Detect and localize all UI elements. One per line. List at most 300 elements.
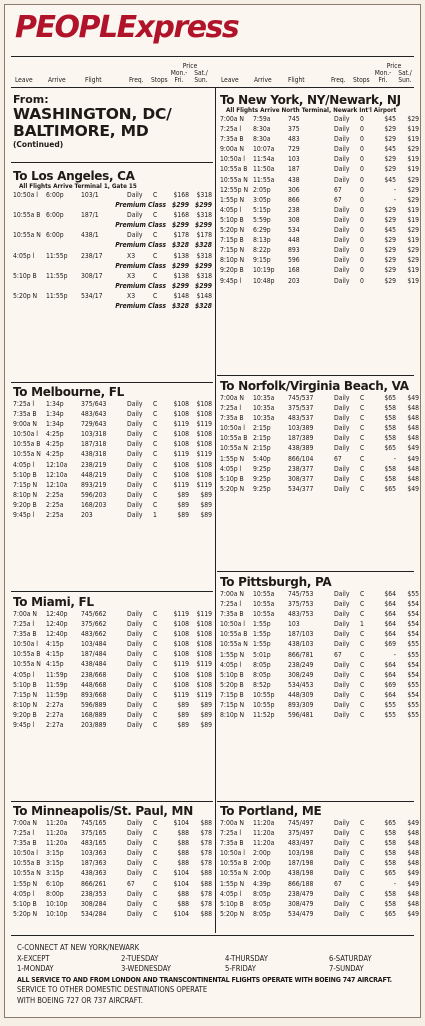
flight-number: 438/318 bbox=[81, 450, 107, 459]
frequency: Daily bbox=[127, 889, 143, 898]
price-weekday: $58 bbox=[384, 889, 396, 898]
price-weekend: $29 bbox=[407, 185, 419, 194]
price-weekday: $29 bbox=[384, 135, 396, 144]
price-weekend: $88 bbox=[200, 909, 212, 918]
flight-row bbox=[220, 691, 419, 701]
price-weekend: $108 bbox=[196, 620, 212, 629]
price-weekday: $55 bbox=[384, 701, 396, 710]
flight-number: 187/363 bbox=[81, 859, 107, 868]
leave-time: 1:55p N bbox=[220, 879, 245, 888]
price-weekday: $108 bbox=[173, 680, 189, 689]
premium-class-label: Premium Class bbox=[115, 221, 166, 230]
price-weekend: $19 bbox=[407, 215, 419, 224]
flight-number: 448/309 bbox=[288, 690, 314, 699]
leave-time: 7:15p B bbox=[220, 236, 244, 245]
flight-number: 729 bbox=[288, 145, 300, 154]
stops: C bbox=[360, 464, 365, 473]
leave-time: 5:10p B bbox=[220, 215, 244, 224]
frequency: Daily bbox=[334, 889, 350, 898]
flight-row bbox=[13, 461, 212, 471]
arrive-time: 9:25p bbox=[253, 464, 271, 473]
frequency: Daily bbox=[127, 191, 143, 199]
destination-title: To Norfolk/Virginia Beach, VA bbox=[220, 379, 409, 393]
frequency: Daily bbox=[334, 869, 350, 878]
flight-number: 238/668 bbox=[81, 670, 107, 679]
flight-number: 375 bbox=[288, 125, 300, 134]
flight-number: 745/753 bbox=[288, 590, 314, 598]
frequency: Daily bbox=[334, 394, 350, 402]
leave-time: 5:10p B bbox=[13, 899, 37, 908]
frequency: Daily bbox=[127, 660, 143, 669]
arrive-time: 11:54a bbox=[253, 155, 275, 164]
flight-row bbox=[220, 135, 419, 145]
price-weekday: $88 bbox=[177, 829, 189, 838]
flight-number: 438/363 bbox=[81, 869, 107, 878]
frequency: 67 bbox=[334, 879, 342, 888]
stops: C bbox=[360, 829, 365, 838]
frequency: 67 bbox=[334, 185, 342, 194]
arrive-time: 10:10p bbox=[46, 899, 68, 908]
col-flight: Flight bbox=[85, 76, 102, 84]
flight-number: 238/353 bbox=[81, 889, 107, 898]
flight-row bbox=[220, 444, 419, 454]
price-weekday: $69 bbox=[384, 680, 396, 689]
price-weekend: $54 bbox=[407, 670, 419, 679]
price-weekend: $48 bbox=[407, 859, 419, 868]
arrive-time: 8:22p bbox=[253, 246, 271, 255]
price-weekday: $65 bbox=[384, 484, 396, 493]
price-weekday: $104 bbox=[173, 869, 189, 878]
arrive-time: 5:01p bbox=[253, 650, 271, 659]
flight-row bbox=[220, 869, 419, 879]
price-weekday: $89 bbox=[177, 490, 189, 499]
stops: C bbox=[153, 869, 158, 878]
price-weekend: $108 bbox=[196, 430, 212, 439]
frequency: Daily bbox=[334, 819, 350, 827]
arrive-time: 4:25p bbox=[46, 440, 64, 449]
header-rule-top bbox=[11, 56, 414, 57]
arrive-time: 12:10a bbox=[46, 460, 68, 469]
flight-row bbox=[13, 869, 212, 879]
flight-row bbox=[220, 681, 419, 691]
price-weekday: $64 bbox=[384, 620, 396, 629]
price-weekend: $89 bbox=[200, 710, 212, 719]
price-weekend: $48 bbox=[407, 464, 419, 473]
flight-number: 103/363 bbox=[81, 849, 107, 858]
price-weekday: $104 bbox=[173, 879, 189, 888]
arrive-time: 2:05p bbox=[253, 185, 271, 194]
arrive-time: 6:00p bbox=[46, 211, 64, 220]
price-weekday: - bbox=[393, 195, 396, 204]
leave-time: 10:50a l bbox=[220, 620, 246, 629]
frequency: X3 bbox=[127, 251, 136, 260]
price-weekday: $58 bbox=[384, 859, 396, 868]
frequency: Daily bbox=[127, 610, 143, 618]
arrive-time: 4:15p bbox=[46, 660, 64, 669]
flight-number: 375/643 bbox=[81, 400, 107, 408]
legend-item: 6-SATURDAY bbox=[329, 953, 372, 963]
arrive-time: 2:27a bbox=[46, 721, 64, 730]
leave-time: 10:55a B bbox=[13, 440, 41, 449]
arrive-time: 11:20a bbox=[253, 819, 275, 827]
frequency: Daily bbox=[334, 711, 350, 720]
flight-row bbox=[13, 430, 212, 440]
frequency: 67 bbox=[334, 195, 342, 204]
price-weekend: $108 bbox=[196, 440, 212, 449]
flight-number: 187 bbox=[288, 165, 300, 174]
price-weekend: $78 bbox=[200, 899, 212, 908]
flight-row bbox=[13, 620, 212, 630]
flight-number: 238/377 bbox=[288, 464, 314, 473]
flight-row bbox=[220, 661, 419, 671]
section-miami bbox=[13, 595, 212, 731]
origin-city-line1: WASHINGTON, DC/ bbox=[13, 105, 172, 123]
price-weekend: $48 bbox=[407, 414, 419, 423]
leave-time: 4:05p l bbox=[220, 464, 242, 473]
premium-class-row bbox=[13, 262, 212, 272]
leave-time: 5:10p B bbox=[13, 680, 37, 689]
frequency: Daily bbox=[127, 680, 143, 689]
frequency: Daily bbox=[334, 670, 350, 679]
stops: C bbox=[360, 859, 365, 868]
price-weekend: $48 bbox=[407, 849, 419, 858]
leave-time: 7:25a l bbox=[13, 620, 35, 629]
flight-number: 187/103 bbox=[288, 630, 314, 639]
flight-number: 893/668 bbox=[81, 690, 107, 699]
price-weekday: $104 bbox=[173, 909, 189, 918]
timetable-page bbox=[4, 4, 421, 1018]
price-weekday: $168 bbox=[173, 211, 189, 220]
leave-time: 7:25a l bbox=[13, 829, 35, 838]
price-weekday: $108 bbox=[173, 670, 189, 679]
arrive-time: 3:15p bbox=[46, 859, 64, 868]
price-weekend: $55 bbox=[407, 680, 419, 689]
arrive-time: 1:34p bbox=[46, 400, 64, 408]
flight-number: 438 bbox=[288, 175, 300, 184]
flight-row bbox=[13, 501, 212, 511]
arrive-time: 8:30a bbox=[253, 135, 271, 144]
flight-number: 483 bbox=[288, 135, 300, 144]
flight-number: 745/165 bbox=[81, 819, 107, 827]
leave-time: 7:00a N bbox=[13, 610, 37, 618]
flight-row bbox=[220, 236, 419, 246]
leave-time: 9:45p l bbox=[220, 276, 242, 285]
flight-rows bbox=[13, 400, 212, 521]
frequency: Daily bbox=[334, 444, 350, 453]
arrive-time: 11:52p bbox=[253, 711, 275, 720]
arrive-time: 12:40p bbox=[46, 630, 68, 639]
price-weekday: $58 bbox=[384, 839, 396, 848]
leave-time: 12:55p N bbox=[220, 185, 249, 194]
price-weekend: $78 bbox=[200, 839, 212, 848]
price-weekend: $48 bbox=[407, 434, 419, 443]
flight-row bbox=[220, 819, 419, 829]
flight-number: 375/497 bbox=[288, 829, 314, 838]
leave-time: 5:20p N bbox=[220, 484, 245, 493]
frequency: Daily bbox=[334, 175, 350, 184]
price-weekend: $88 bbox=[200, 869, 212, 878]
leave-time: 7:00a N bbox=[13, 819, 37, 827]
price-weekend: $29 bbox=[407, 226, 419, 235]
frequency: Daily bbox=[334, 620, 350, 629]
price-weekend: $119 bbox=[196, 690, 212, 699]
price-weekday: $168 bbox=[173, 191, 189, 199]
price-weekday: $45 bbox=[384, 226, 396, 235]
frequency: Daily bbox=[334, 610, 350, 619]
arrive-time: 12:10a bbox=[46, 480, 68, 489]
destination-title: To Minneapolis/St. Paul, MN bbox=[13, 804, 193, 818]
price-weekend: $148 bbox=[196, 291, 212, 300]
price-weekend: $108 bbox=[196, 630, 212, 639]
leave-time: 8:10p N bbox=[13, 700, 38, 709]
flight-number: 238 bbox=[288, 205, 300, 214]
flight-row bbox=[220, 394, 419, 404]
origin-city-line2: BALTIMORE, MD bbox=[13, 122, 149, 140]
price-weekend: $55 bbox=[407, 640, 419, 649]
stops: C bbox=[153, 670, 158, 679]
leave-time: 10:55a N bbox=[220, 869, 248, 878]
price-weekday: $29 bbox=[384, 215, 396, 224]
price-weekday: $58 bbox=[384, 829, 396, 838]
stops: C bbox=[360, 849, 365, 858]
flight-number: 203/889 bbox=[81, 721, 107, 730]
premium-class-row bbox=[13, 201, 212, 211]
price-weekend: $119 bbox=[196, 420, 212, 429]
column-header-left bbox=[11, 58, 211, 86]
flight-number: 483/643 bbox=[81, 410, 107, 419]
destination-note: All Flights Arrive North Terminal, Newark Int'l Airport bbox=[226, 107, 397, 114]
price-weekend: $49 bbox=[407, 484, 419, 493]
frequency: Daily bbox=[334, 115, 350, 123]
stops: 0 bbox=[360, 165, 364, 174]
price-weekend: $54 bbox=[407, 620, 419, 629]
leave-time: 5:10p B bbox=[220, 670, 244, 679]
frequency: Daily bbox=[334, 859, 350, 868]
flight-number: 483/165 bbox=[81, 839, 107, 848]
price-weekday: - bbox=[393, 185, 396, 194]
leave-time: 7:25a l bbox=[220, 125, 242, 134]
premium-class-label: Premium Class bbox=[115, 241, 166, 250]
price-weekday: $178 bbox=[173, 231, 189, 240]
flight-number: 308/249 bbox=[288, 670, 314, 679]
frequency: Daily bbox=[127, 819, 143, 827]
price-weekday: $29 bbox=[384, 246, 396, 255]
flight-row bbox=[220, 839, 419, 849]
connect-note: C-CONNECT AT NEW YORK/NEWARK bbox=[17, 943, 140, 952]
price-weekday: $45 bbox=[384, 175, 396, 184]
legend-item: 7-SUNDAY bbox=[329, 964, 364, 974]
frequency: 67 bbox=[127, 879, 135, 888]
arrive-time: 10:10p bbox=[46, 909, 68, 918]
leave-time: 4:05p l bbox=[220, 660, 242, 669]
stops: C bbox=[153, 191, 158, 199]
flight-row bbox=[220, 485, 419, 495]
stops: 0 bbox=[360, 276, 364, 285]
stops: C bbox=[360, 424, 365, 433]
stops: C bbox=[153, 231, 158, 240]
flight-row bbox=[13, 681, 212, 691]
price-weekend: $89 bbox=[200, 511, 212, 520]
price-weekend: $19 bbox=[407, 155, 419, 164]
flight-row bbox=[13, 610, 212, 620]
stops: C bbox=[153, 440, 158, 449]
flight-number: 534 bbox=[288, 226, 300, 235]
flight-row bbox=[220, 880, 419, 890]
stops: 0 bbox=[360, 215, 364, 224]
leave-time: 7:15p N bbox=[220, 701, 245, 710]
leave-time: 10:55a N bbox=[220, 175, 248, 184]
frequency: Daily bbox=[334, 236, 350, 245]
premium-class-row bbox=[13, 282, 212, 292]
price-weekend: $89 bbox=[200, 700, 212, 709]
flight-number: 103/389 bbox=[288, 424, 314, 433]
price-weekday: $64 bbox=[384, 600, 396, 609]
leave-time: 7:15p N bbox=[220, 246, 245, 255]
flight-row bbox=[220, 620, 419, 630]
price-weekend: $89 bbox=[200, 500, 212, 509]
flight-number: 103 bbox=[288, 620, 300, 629]
frequency: Daily bbox=[334, 474, 350, 483]
price-weekday: $108 bbox=[173, 470, 189, 479]
footer-rule bbox=[11, 935, 414, 936]
leave-time: 4:05p l bbox=[13, 670, 35, 679]
arrive-time: 1:55p bbox=[253, 630, 271, 639]
frequency: Daily bbox=[127, 909, 143, 918]
flight-row bbox=[220, 434, 419, 444]
col-arrive: Arrive bbox=[48, 76, 66, 84]
price-weekday: $119 bbox=[173, 480, 189, 489]
section-los-angeles bbox=[13, 169, 212, 312]
stops: C bbox=[360, 590, 365, 598]
arrive-time: 4:39p bbox=[253, 879, 271, 888]
stops: C bbox=[153, 879, 158, 888]
stops: C bbox=[153, 680, 158, 689]
price-weekday: $58 bbox=[384, 434, 396, 443]
destination-note: All Flights Arrive Terminal 1, Gate 15 bbox=[19, 183, 137, 190]
section-rule bbox=[217, 571, 414, 572]
stops: C bbox=[153, 650, 158, 659]
flight-row bbox=[13, 711, 212, 721]
stops: 0 bbox=[360, 236, 364, 245]
price-weekday: $89 bbox=[177, 511, 189, 520]
stops: C bbox=[360, 670, 365, 679]
leave-time: 7:15p B bbox=[220, 690, 244, 699]
price-weekend: $108 bbox=[196, 470, 212, 479]
stops: C bbox=[360, 454, 365, 463]
price-weekend: $19 bbox=[407, 276, 419, 285]
col-satsun: Sat./ Sun. bbox=[398, 69, 412, 84]
frequency: Daily bbox=[334, 125, 350, 134]
stops: 0 bbox=[360, 226, 364, 235]
frequency: Daily bbox=[127, 690, 143, 699]
price-weekend: $108 bbox=[196, 650, 212, 659]
price-weekend: $29 bbox=[407, 145, 419, 154]
frequency: Daily bbox=[127, 650, 143, 659]
stops: C bbox=[360, 650, 365, 659]
price-weekday: $29 bbox=[384, 155, 396, 164]
price-weekday: $328 bbox=[171, 241, 189, 250]
flight-row bbox=[13, 650, 212, 660]
price-weekend: $328 bbox=[194, 302, 212, 311]
stops: 0 bbox=[360, 125, 364, 134]
frequency: Daily bbox=[127, 511, 143, 520]
stops: C bbox=[153, 470, 158, 479]
section-melbourne bbox=[13, 385, 212, 521]
price-weekday: $89 bbox=[177, 700, 189, 709]
frequency: Daily bbox=[127, 630, 143, 639]
flight-row bbox=[13, 721, 212, 731]
leave-time: 10:50a l bbox=[220, 424, 246, 433]
price-weekend: $48 bbox=[407, 404, 419, 413]
price-weekend: $48 bbox=[407, 474, 419, 483]
flight-number: 203 bbox=[288, 276, 300, 285]
flight-number: 596/481 bbox=[288, 711, 314, 720]
flight-row bbox=[13, 292, 212, 302]
price-weekend: $49 bbox=[407, 394, 419, 402]
arrive-time: 12:40p bbox=[46, 620, 68, 629]
legend-item: 5-FRIDAY bbox=[225, 964, 256, 974]
frequency: Daily bbox=[127, 640, 143, 649]
price-weekday: $29 bbox=[384, 125, 396, 134]
leave-time: 10:55a N bbox=[13, 869, 41, 878]
price-weekend: $48 bbox=[407, 839, 419, 848]
frequency: Daily bbox=[127, 869, 143, 878]
stops: 0 bbox=[360, 135, 364, 144]
leave-time: 1:55p N bbox=[13, 879, 38, 888]
flight-row bbox=[220, 176, 419, 186]
price-weekday: $88 bbox=[177, 849, 189, 858]
arrive-time: 10:55a bbox=[253, 610, 275, 619]
leave-time: 10:50a l bbox=[13, 191, 39, 199]
leave-time: 7:35a B bbox=[220, 610, 244, 619]
price-weekend: $318 bbox=[196, 271, 212, 280]
flight-number: 438/198 bbox=[288, 869, 314, 878]
arrive-time: 2:27a bbox=[46, 700, 64, 709]
arrive-time: 8:13p bbox=[253, 236, 271, 245]
flight-row bbox=[220, 640, 419, 650]
flight-row bbox=[13, 450, 212, 460]
arrive-time: 8:05p bbox=[253, 660, 271, 669]
price-weekend: $89 bbox=[200, 490, 212, 499]
col-leave: Leave bbox=[15, 76, 33, 84]
flight-number: 448 bbox=[288, 236, 300, 245]
arrive-time: 11:59p bbox=[46, 670, 68, 679]
leave-time: 7:15p N bbox=[13, 480, 38, 489]
arrive-time: 11:20a bbox=[46, 829, 68, 838]
leave-time: 5:10p B bbox=[13, 271, 37, 280]
arrive-time: 6:29p bbox=[253, 226, 271, 235]
leave-time: 10:55a B bbox=[13, 211, 41, 220]
price-weekday: $148 bbox=[173, 291, 189, 300]
stops: C bbox=[360, 680, 365, 689]
flight-number: 308 bbox=[288, 215, 300, 224]
frequency: Daily bbox=[334, 590, 350, 598]
price-weekday: $64 bbox=[384, 630, 396, 639]
flight-rows bbox=[13, 610, 212, 731]
flight-number: 238/219 bbox=[81, 460, 107, 469]
flight-number: 103/1 bbox=[81, 191, 99, 199]
col-price: Price bbox=[386, 62, 402, 70]
frequency: Daily bbox=[334, 829, 350, 838]
aircraft-note-747: ALL SERVICE TO AND FROM LONDON AND TRANSCONTINENTAL FLIGHTS OPERATE WITH BOEING 747 AIRCRAFT. bbox=[17, 975, 392, 984]
leave-time: 9:20p B bbox=[220, 266, 244, 275]
leave-time: 5:20p N bbox=[220, 909, 245, 918]
flight-row bbox=[13, 471, 212, 481]
arrive-time: 10:55a bbox=[253, 590, 275, 598]
price-weekday: $64 bbox=[384, 660, 396, 669]
frequency: Daily bbox=[334, 414, 350, 423]
flight-number: 866/261 bbox=[81, 879, 107, 888]
